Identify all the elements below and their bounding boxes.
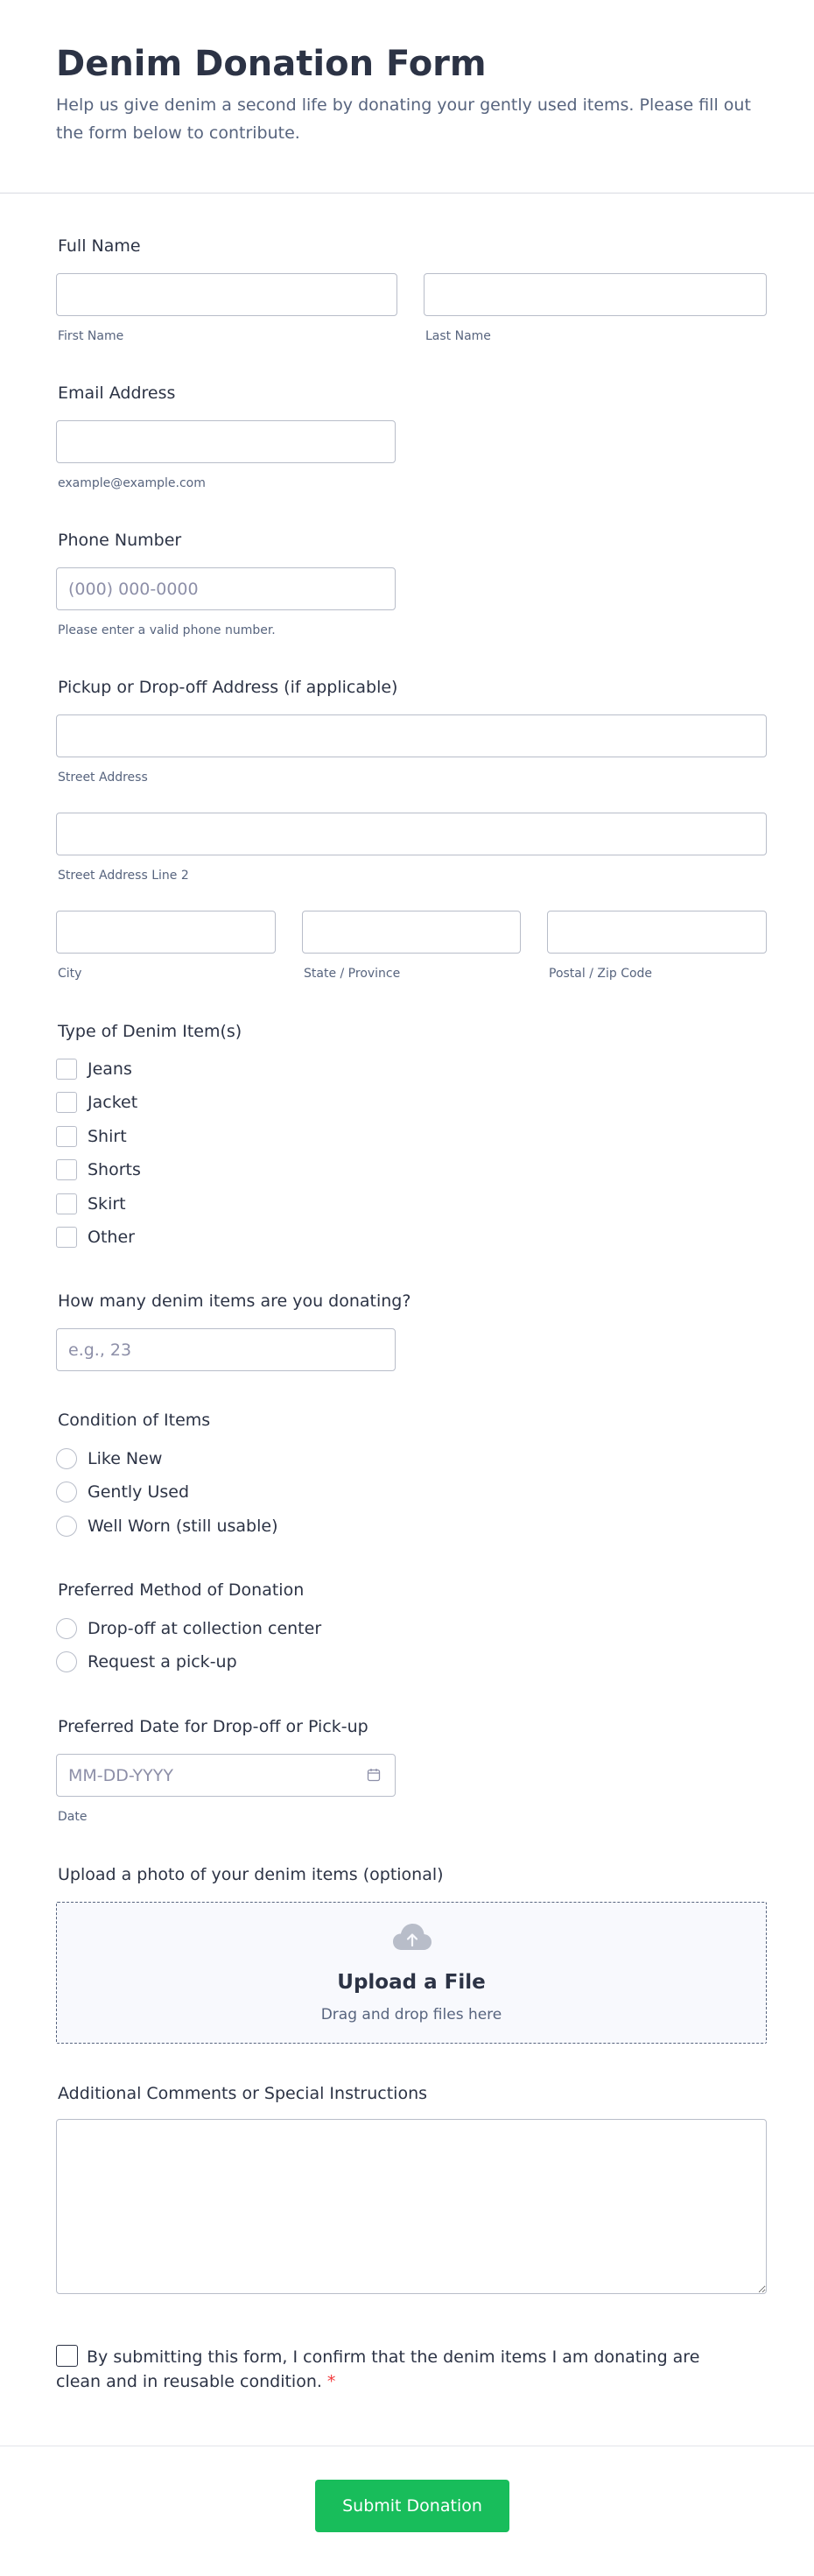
city-sublabel: City [58, 967, 82, 981]
condition-option-well-worn[interactable] [56, 1515, 277, 1538]
upload-title: Upload a File [337, 1971, 486, 1994]
date-label: Preferred Date for Drop-off or Pick-up [58, 1717, 368, 1736]
quantity-input[interactable] [56, 1328, 396, 1371]
option-label: Jacket [88, 1093, 138, 1112]
date-input[interactable] [56, 1754, 396, 1797]
city-input[interactable] [56, 911, 276, 954]
email-label: Email Address [58, 384, 176, 403]
option-label: Drop-off at collection center [88, 1619, 322, 1638]
form-footer [0, 2446, 814, 2576]
address-label: Pickup or Drop-off Address (if applicable) [58, 678, 398, 697]
first-name-input[interactable] [56, 273, 397, 316]
option-label: Like New [88, 1449, 163, 1468]
denim-type-option-shirt[interactable] [56, 1125, 127, 1148]
option-label: Gently Used [88, 1482, 190, 1502]
cloud-upload-icon [391, 1920, 433, 1955]
phone-input[interactable] [56, 567, 396, 610]
consent-text: By submitting this form, I confirm that the denim items I am donating are clean and in reusable condition. [56, 2347, 700, 2391]
email-sublabel: example@example.com [58, 476, 206, 490]
denim-type-option-other[interactable] [56, 1226, 135, 1249]
required-mark: * [326, 2372, 336, 2391]
zip-input[interactable] [547, 911, 767, 954]
method-option-drop-off[interactable] [56, 1617, 321, 1640]
condition-label: Condition of Items [58, 1411, 211, 1430]
consent-checkbox-row[interactable] [56, 2345, 721, 2394]
option-label: Request a pick-up [88, 1652, 237, 1672]
calendar-icon[interactable] [367, 1768, 381, 1782]
upload-label: Upload a photo of your denim items (optional) [58, 1865, 444, 1884]
denim-type-option-jeans[interactable] [56, 1058, 132, 1080]
comments-textarea[interactable] [56, 2119, 767, 2294]
comments-label: Additional Comments or Special Instructions [58, 2084, 428, 2103]
street-address-sublabel: Street Address [58, 771, 148, 785]
quantity-label: How many denim items are you donating? [58, 1292, 411, 1311]
street-address-input[interactable] [56, 714, 767, 757]
checkbox[interactable] [56, 1126, 77, 1147]
checkbox[interactable] [56, 1092, 77, 1113]
form-title: Denim Donation Form [56, 44, 487, 84]
upload-subtitle: Drag and drop files here [320, 2006, 502, 2023]
street-address-line2-sublabel: Street Address Line 2 [58, 869, 189, 883]
denim-type-option-skirt[interactable] [56, 1193, 126, 1215]
option-label: Skirt [88, 1194, 126, 1214]
condition-option-like-new[interactable] [56, 1447, 162, 1470]
radio-button[interactable] [56, 1448, 77, 1469]
last-name-sublabel: Last Name [425, 329, 491, 343]
street-address-line2-input[interactable] [56, 813, 767, 855]
date-sublabel: Date [58, 1810, 88, 1824]
option-label: Jeans [88, 1059, 132, 1079]
method-option-pick-up[interactable] [56, 1650, 237, 1673]
method-label: Preferred Method of Donation [58, 1580, 305, 1600]
state-input[interactable] [302, 911, 521, 954]
checkbox[interactable] [56, 1227, 77, 1248]
radio-button[interactable] [56, 1618, 77, 1639]
radio-button[interactable] [56, 1651, 77, 1672]
submit-button[interactable]: Submit Donation [315, 2480, 509, 2532]
condition-option-gently-used[interactable] [56, 1481, 189, 1503]
email-input[interactable] [56, 420, 396, 463]
zip-sublabel: Postal / Zip Code [549, 967, 653, 981]
phone-sublabel: Please enter a valid phone number. [58, 623, 276, 637]
denim-type-option-shorts[interactable] [56, 1158, 141, 1181]
first-name-sublabel: First Name [58, 329, 124, 343]
option-label: Well Worn (still usable) [88, 1517, 278, 1536]
checkbox[interactable] [56, 1193, 77, 1214]
file-upload-dropzone[interactable] [56, 1902, 767, 2044]
full-name-label: Full Name [58, 236, 141, 256]
denim-type-label: Type of Denim Item(s) [58, 1022, 242, 1041]
option-label: Shirt [88, 1127, 127, 1146]
radio-button[interactable] [56, 1516, 77, 1537]
radio-button[interactable] [56, 1482, 77, 1503]
form-subtitle: Help us give denim a second life by donating your gently used items. Please fill out the form below to contribute. [56, 95, 751, 143]
state-sublabel: State / Province [304, 967, 401, 981]
phone-label: Phone Number [58, 531, 182, 550]
form-header [0, 0, 814, 194]
consent-checkbox[interactable] [56, 2345, 78, 2367]
checkbox[interactable] [56, 1059, 77, 1080]
option-label: Other [88, 1228, 135, 1247]
last-name-input[interactable] [424, 273, 767, 316]
denim-type-option-jacket[interactable] [56, 1091, 137, 1114]
option-label: Shorts [88, 1160, 141, 1179]
checkbox[interactable] [56, 1159, 77, 1180]
